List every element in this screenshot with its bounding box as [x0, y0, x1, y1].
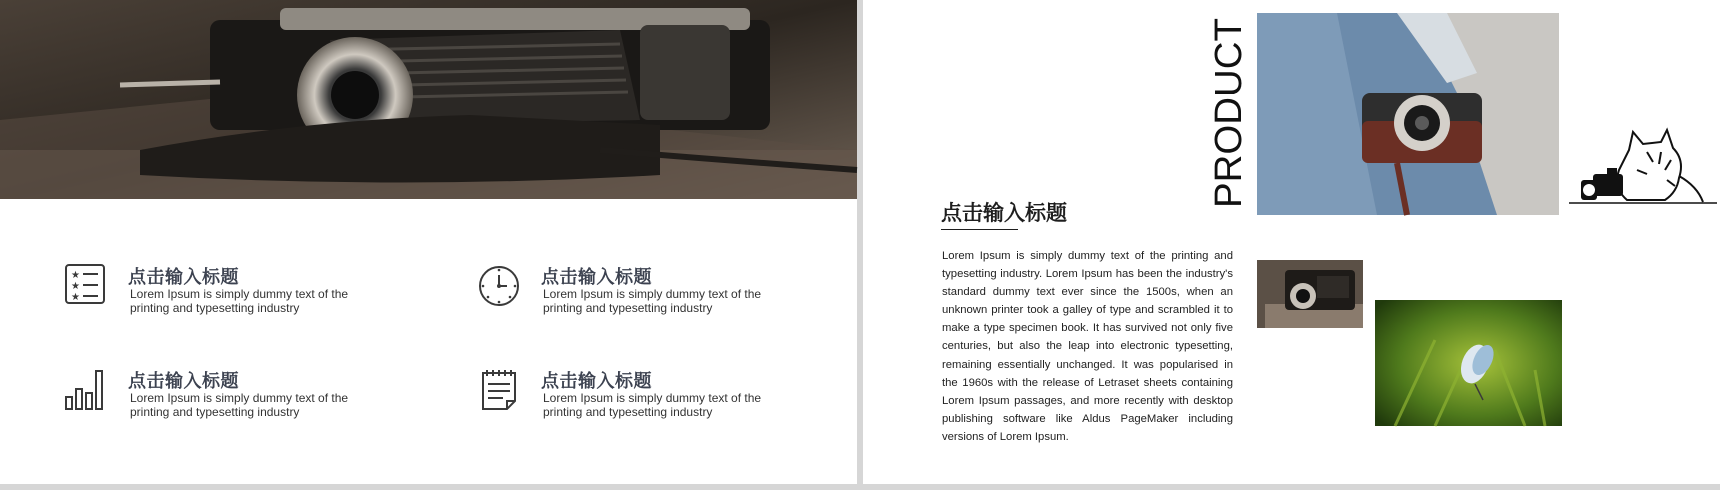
vintage-camera-hero-photo [0, 0, 857, 199]
feature-description: Lorem Ipsum is simply dummy text of the printing and typesetting industry [130, 287, 349, 315]
svg-text:★: ★ [71, 292, 80, 303]
feature-title: 点击输入标题 [128, 371, 239, 391]
checklist-icon [64, 263, 110, 309]
feature-title: 点击输入标题 [128, 267, 239, 287]
old-camera-small-photo [1257, 260, 1363, 328]
feature-item-1 [64, 263, 444, 333]
svg-text:★: ★ [71, 281, 80, 292]
notepad-icon [477, 367, 523, 413]
feature-item-3 [64, 367, 444, 437]
camera-on-jeans-photo [1257, 13, 1559, 215]
feature-item-2 [477, 263, 857, 333]
clock-icon [477, 263, 523, 309]
product-vertical-heading [1208, 16, 1250, 211]
bar-chart-icon [64, 367, 110, 413]
svg-text:★: ★ [71, 270, 80, 281]
feature-title: 点击输入标题 [541, 371, 652, 391]
feature-item-4 [477, 367, 857, 437]
slide-left[interactable] [0, 0, 857, 484]
product-vertical-text: PRODUCT [1208, 20, 1250, 208]
body-paragraph: Lorem Ipsum is simply dummy text of the printing and typesetting industry. Lorem Ipsum has been the industry's standard dummy text ever since the 1500s, when an unknown printer took a galley of type and scrambled it to make a type specimen book. It has survived not only five centuries, but also the leap into electronic typesetting, remaining essentially unchanged. It was popularised in the 1960s with the release of Letraset sheets containing Lorem Ipsum passages, and more recently with desktop publishing software like Aldus PageMaker including versions of Lorem Ipsum. [942, 250, 1233, 443]
butterfly-on-grass-photo [1375, 300, 1562, 426]
feature-description: Lorem Ipsum is simply dummy text of the printing and typesetting industry [543, 391, 762, 419]
title-underline [941, 229, 1018, 230]
section-title: 点击输入标题 [941, 202, 1067, 225]
feature-title: 点击输入标题 [541, 267, 652, 287]
feature-description: Lorem Ipsum is simply dummy text of the printing and typesetting industry [543, 287, 762, 315]
feature-description: Lorem Ipsum is simply dummy text of the printing and typesetting industry [130, 391, 349, 419]
slide-right[interactable] [863, 0, 1720, 484]
cat-with-camera-illustration [1567, 130, 1717, 210]
